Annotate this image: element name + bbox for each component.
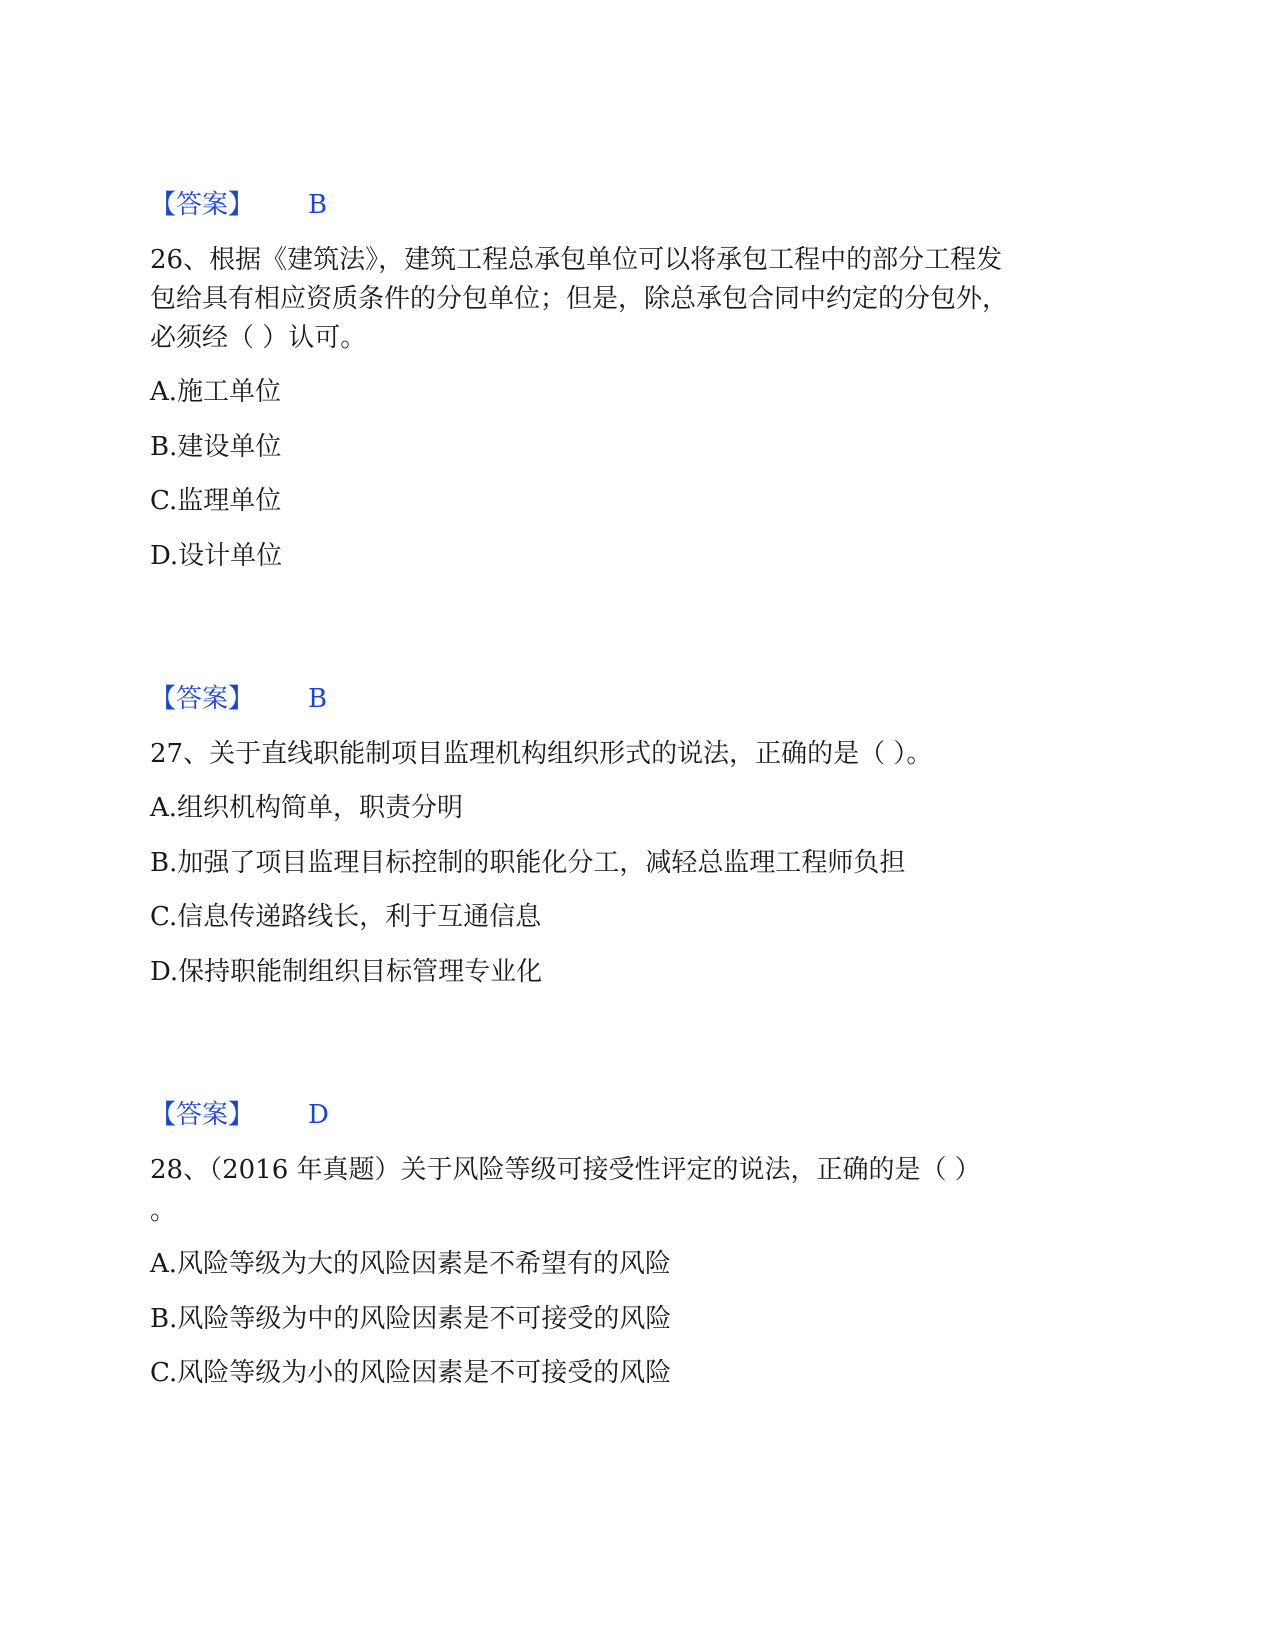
answer-row xyxy=(150,1099,329,1131)
question-line: 28、（2016 年真题）关于风险等级可接受性评定的说法，正确的是（ ） xyxy=(150,1155,981,1185)
option-c: C.风险等级为小的风险因素是不可接受的风险 xyxy=(150,1358,672,1388)
question-line: 。 xyxy=(150,1196,177,1226)
answer-value: D xyxy=(308,1100,329,1130)
option-d: D.保持职能制组织目标管理专业化 xyxy=(150,957,543,987)
answer-value: B xyxy=(308,684,328,714)
option-d: D.设计单位 xyxy=(150,541,283,571)
option-a: A.组织机构简单，职责分明 xyxy=(150,793,464,823)
option-a: A.施工单位 xyxy=(150,377,282,407)
option-a: A.风险等级为大的风险因素是不希望有的风险 xyxy=(150,1249,672,1279)
answer-row xyxy=(150,189,328,221)
answer-value: B xyxy=(308,190,328,220)
question-line: 必须经（ ）认可。 xyxy=(150,323,367,353)
option-b: B.风险等级为中的风险因素是不可接受的风险 xyxy=(150,1304,672,1334)
option-c: C.信息传递路线长，利于互通信息 xyxy=(150,902,542,932)
answer-label: 【答案】 xyxy=(150,684,255,714)
answer-row xyxy=(150,683,328,715)
answer-label: 【答案】 xyxy=(150,1100,255,1130)
option-b: B.建设单位 xyxy=(150,432,282,462)
answer-label: 【答案】 xyxy=(150,190,255,220)
question-line: 26、根据《建筑法》，建筑工程总承包单位可以将承包工程中的部分工程发 xyxy=(150,245,1003,275)
question-line: 27、关于直线职能制项目监理机构组织形式的说法，正确的是（ ）。 xyxy=(150,739,933,769)
question-line: 包给具有相应资质条件的分包单位；但是，除总承包合同中约定的分包外， xyxy=(150,284,1009,314)
option-b: B.加强了项目监理目标控制的职能化分工，减轻总监理工程师负担 xyxy=(150,848,906,878)
option-c: C.监理单位 xyxy=(150,486,282,516)
